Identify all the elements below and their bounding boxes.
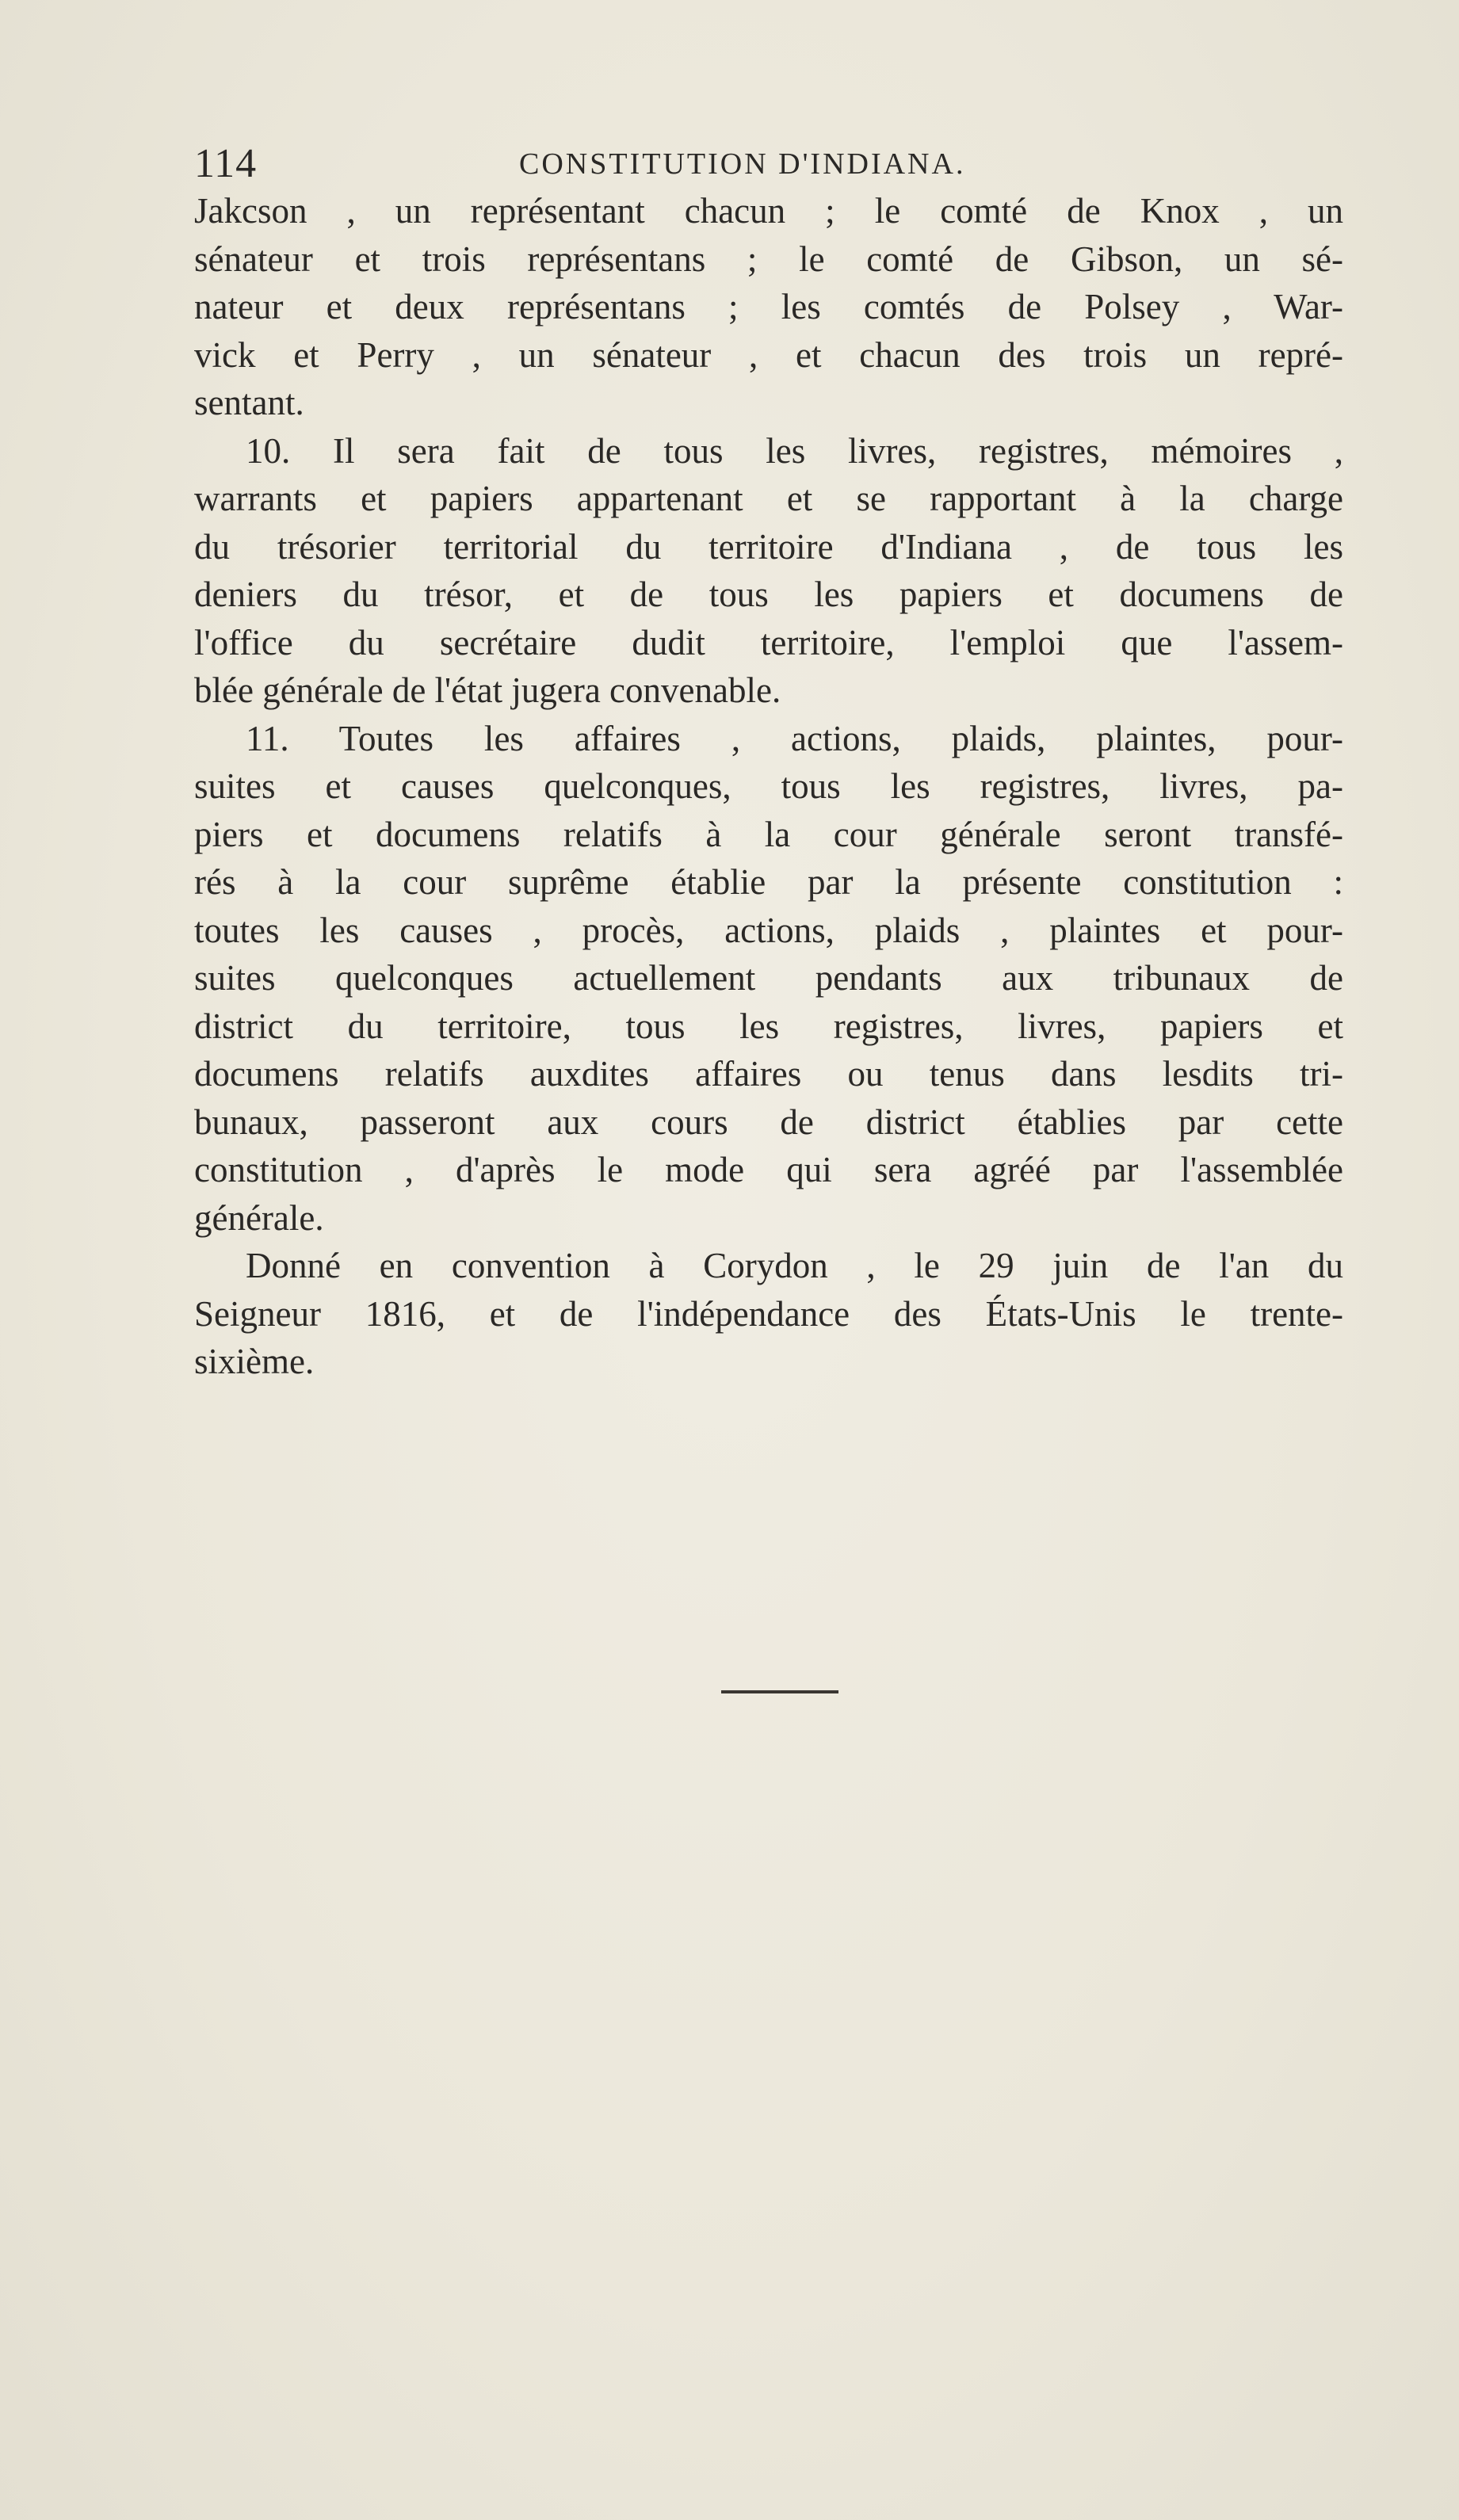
article-10-start: 10. Il sera fait de tous les livres, registres, mémoires , [246, 430, 1343, 471]
text-line: nateur et deux représentans ; les comtés de Polsey , War- [194, 287, 1343, 326]
text-line: blée générale de l'état jugera convenable. [194, 670, 781, 710]
text-line: vick et Perry , un sénateur , et chacun des trois un repré- [194, 334, 1343, 375]
text-line: warrants et papiers appartenant et se rapportant à la charge [194, 479, 1343, 518]
text-line: deniers du trésor, et de tous les papiers et documens de [194, 575, 1343, 614]
text-line: bunaux, passeront aux cours de district établies par cette [194, 1102, 1343, 1142]
end-rule [721, 1690, 838, 1693]
text-line: suites et causes quelconques, tous les registres, livres, pa- [194, 766, 1343, 806]
text-line: constitution , d'après le mode qui sera agréé par l'assemblée [194, 1150, 1343, 1189]
text-line: rés à la cour suprême établie par la présente constitution : [194, 862, 1343, 902]
text-line: sentant. [194, 383, 304, 422]
text-line: Seigneur 1816, et de l'indépendance des États-Unis le trente- [194, 1293, 1343, 1334]
text-line: Jakcson , un représentant chacun ; le comté de Knox , un [194, 191, 1343, 231]
text-line: sénateur et trois représentans ; le comté de Gibson, un sé- [194, 239, 1343, 279]
text-line: district du territoire, tous les registres, livres, papiers et [194, 1006, 1343, 1046]
text-line: piers et documens relatifs à la cour générale seront transfé- [194, 814, 1343, 854]
text-line: documens relatifs auxdites affaires ou tenus dans lesdits tri- [194, 1054, 1343, 1094]
article-11-start: 11. Toutes les affaires , actions, plaids, plaintes, pour- [246, 718, 1343, 758]
page-header [194, 136, 1026, 192]
text-line: sixième. [194, 1342, 315, 1381]
running-head: CONSTITUTION D'INDIANA. [519, 147, 966, 181]
page-number: 114 [194, 141, 258, 186]
text-line: générale. [194, 1197, 324, 1238]
text-line: toutes les causes , procès, actions, plaids , plaintes et pour- [194, 910, 1343, 950]
closing-paragraph-start: Donné en convention à Corydon , le 29 juin de l'an du [246, 1246, 1343, 1285]
text-line: l'office du secrétaire dudit territoire, l'emploi que l'assem- [194, 622, 1343, 662]
body-text [194, 187, 1343, 1386]
text-line: du trésorier territorial du territoire d'Indiana , de tous les [194, 526, 1343, 567]
text-line: suites quelconques actuellement pendants aux tribunaux de [194, 958, 1343, 998]
